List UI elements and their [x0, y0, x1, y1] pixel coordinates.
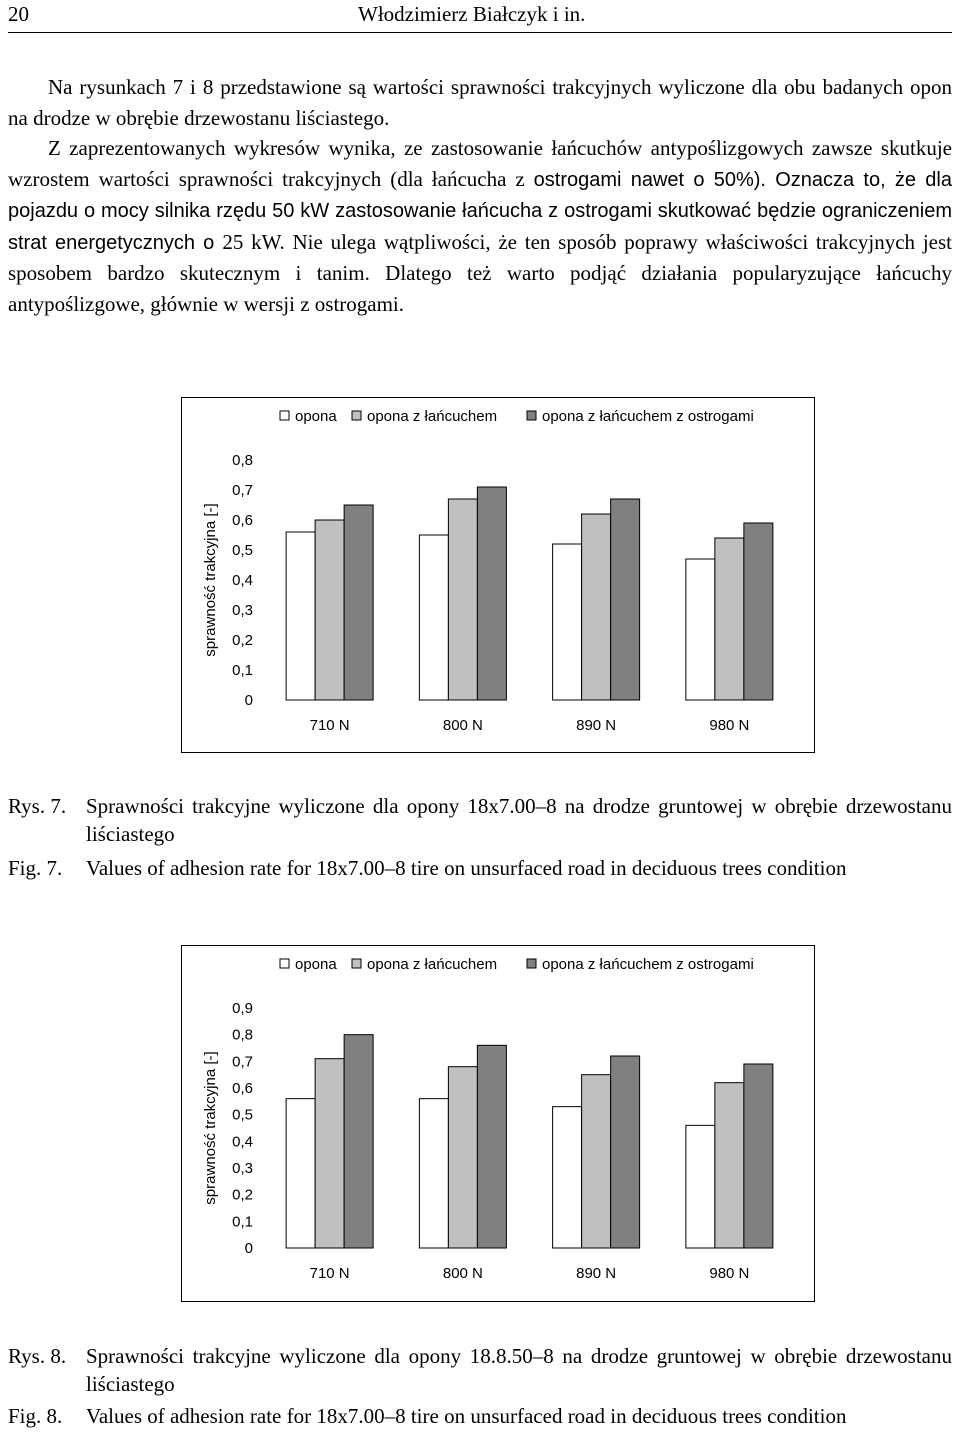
y-tick-label: 0,1	[232, 1213, 253, 1231]
x-tick-label: 980 N	[709, 1265, 750, 1282]
y-tick-label: 0,6	[232, 512, 253, 529]
bar	[582, 1075, 611, 1248]
figure-7-chart	[181, 397, 815, 753]
y-tick-label: 0,6	[232, 1080, 253, 1097]
y-axis-title: sprawność trakcyjna [-]	[202, 503, 219, 657]
paragraph-2-part-2: ostrogami nawet o 50%). Oznacza to, że dla pojazdu o mocy silnika rzędu 50 kW zastosowanie łańcucha z ostrogami skutkować będzie ograniczeniem strat energetycznych o	[8, 168, 952, 254]
y-tick-label: 0,4	[232, 1133, 253, 1151]
caption-label: Rys. 7.	[8, 794, 67, 818]
bar	[286, 532, 315, 700]
bar	[344, 505, 373, 700]
y-axis-title: sprawność trakcyjna [-]	[202, 1051, 219, 1205]
bar	[419, 535, 448, 700]
body-text	[8, 72, 952, 319]
caption-text: Sprawności trakcyjne wyliczone dla opony 18.8.50–8 na drodze gruntowej w obrębie drzewostanu liściastego	[86, 1344, 952, 1396]
bar	[744, 523, 773, 700]
bar	[582, 514, 611, 700]
caption-text: Values of adhesion rate for 18x7.00–8 tire on unsurfaced road in deciduous trees condition	[86, 1404, 847, 1428]
legend-swatch	[280, 959, 289, 968]
bar	[715, 538, 744, 700]
legend-label: opona z łańcuchem z ostrogami	[542, 956, 754, 973]
legend-swatch	[527, 411, 536, 420]
y-tick-label: 0,5	[232, 1106, 253, 1124]
bar	[686, 559, 715, 700]
x-tick-label: 710 N	[309, 717, 350, 734]
caption-pl-7	[8, 792, 952, 848]
legend-swatch	[527, 959, 536, 968]
figure-8-chart	[181, 945, 815, 1302]
x-tick-label: 890 N	[576, 1265, 617, 1282]
legend-label: opona	[295, 956, 337, 973]
paragraph-2-part-1: Z zaprezentowanych wykresów wynika, ze zastosowanie łańcuchów antypoślizgowych zawsze skutkuje wzrostem wartości sprawności trakcyjnych (dla łańcucha z	[8, 136, 952, 191]
legend-label: opona z łańcuchem	[367, 408, 498, 425]
y-tick-label: 0,4	[232, 572, 253, 589]
y-tick-label: 0,8	[232, 452, 253, 469]
caption-label: Fig. 7.	[8, 856, 63, 880]
legend-swatch	[352, 959, 361, 968]
caption-text: Values of adhesion rate for 18x7.00–8 tire on unsurfaced road in deciduous trees condition	[86, 856, 847, 880]
y-tick-label: 0,2	[232, 632, 253, 649]
bar	[553, 544, 582, 700]
legend-label: opona z łańcuchem z ostrogami	[542, 408, 754, 425]
figure-7-svg	[182, 398, 814, 752]
bar	[419, 1099, 448, 1248]
running-title: Włodzimierz Białczyk i in.	[358, 2, 586, 26]
bar	[744, 1064, 773, 1248]
bar	[611, 499, 640, 700]
legend-swatch	[352, 411, 361, 420]
page-header	[8, 0, 952, 33]
bar	[448, 499, 477, 700]
y-tick-label: 0,7	[232, 482, 253, 499]
paragraph-1: Na rysunkach 7 i 8 przedstawione są wartości sprawności trakcyjnych wyliczone dla obu badanych opon na drodze w obrębie drzewostanu liściastego.	[8, 75, 952, 130]
bar	[686, 1125, 715, 1248]
bar	[286, 1099, 315, 1248]
y-tick-label: 0,3	[232, 1160, 253, 1177]
bar	[315, 1059, 344, 1248]
y-tick-label: 0,1	[232, 662, 253, 679]
legend-swatch	[280, 411, 289, 420]
caption-label: Fig. 8.	[8, 1404, 63, 1428]
bar	[715, 1083, 744, 1248]
legend-label: opona	[295, 408, 337, 425]
x-tick-label: 710 N	[309, 1265, 350, 1282]
y-tick-label: 0,3	[232, 602, 253, 619]
bar	[477, 487, 506, 700]
caption-pl-8	[8, 1342, 952, 1398]
caption-en-7	[8, 854, 952, 882]
x-tick-label: 980 N	[709, 717, 750, 734]
paragraph-2	[8, 133, 952, 319]
bar	[448, 1067, 477, 1248]
y-tick-label: 0,9	[232, 1000, 253, 1017]
figure-7-caption	[8, 792, 952, 882]
y-tick-label: 0	[244, 1240, 253, 1257]
y-tick-label: 0	[244, 692, 253, 709]
figure-8-caption	[8, 1342, 952, 1430]
paragraph-2-part-3: 25 kW. Nie ulega wątpliwości, że ten sposób poprawy właściwości trakcyjnych jest sposobem bardzo skutecznym i tanim. Dlatego też warto podjąć działania popularyzujące łańcuchy antypoślizgowe, głównie w wersji z ostrogami.	[8, 229, 952, 316]
y-tick-label: 0,8	[232, 1026, 253, 1044]
y-tick-label: 0,7	[232, 1053, 253, 1071]
caption-label: Rys. 8.	[8, 1344, 67, 1368]
figure-8-svg	[182, 946, 814, 1301]
page-number: 20	[8, 2, 29, 26]
bar	[611, 1056, 640, 1248]
y-tick-label: 0,5	[232, 542, 253, 559]
caption-text: Sprawności trakcyjne wyliczone dla opony 18x7.00–8 na drodze gruntowej w obrębie drzewostanu liściastego	[86, 794, 952, 846]
bar	[477, 1045, 506, 1248]
x-tick-label: 800 N	[442, 717, 483, 734]
bar	[553, 1107, 582, 1248]
bar	[315, 520, 344, 700]
y-tick-label: 0,2	[232, 1186, 253, 1204]
caption-en-8	[8, 1402, 952, 1430]
legend-label: opona z łańcuchem	[367, 956, 498, 973]
bar	[344, 1035, 373, 1248]
x-tick-label: 800 N	[442, 1265, 483, 1282]
x-tick-label: 890 N	[576, 717, 617, 734]
